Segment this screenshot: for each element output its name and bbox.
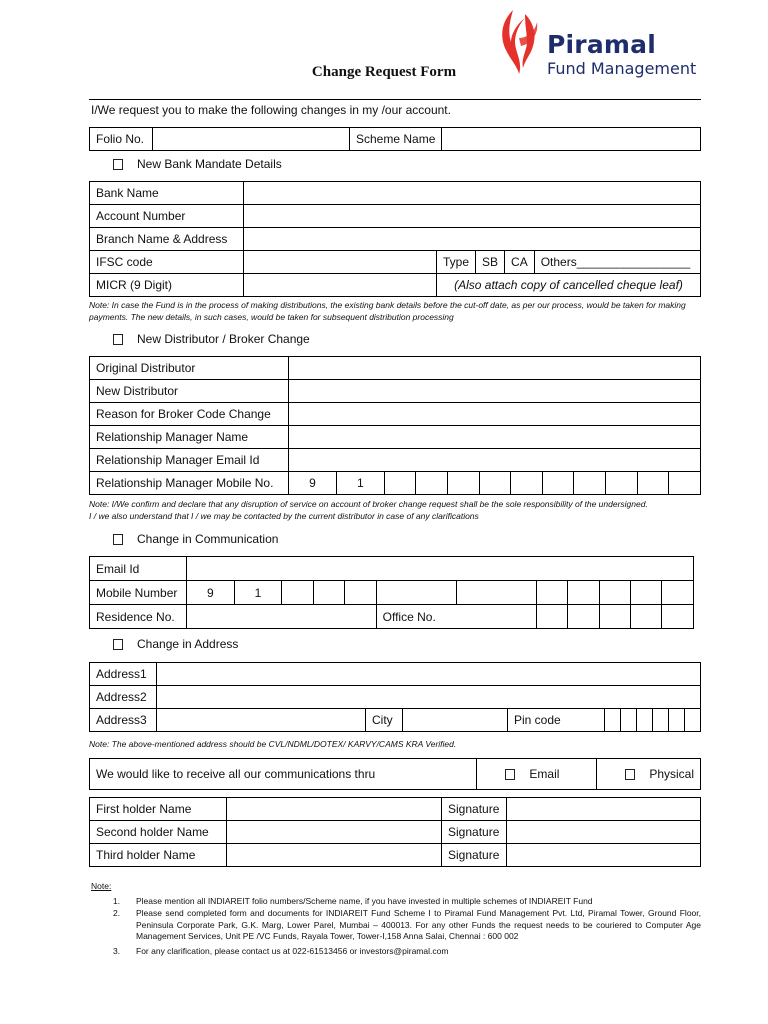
preference-physical-option[interactable] bbox=[597, 759, 701, 790]
folio-table bbox=[89, 127, 701, 151]
mobile-digit[interactable] bbox=[599, 581, 630, 605]
others-option[interactable]: Others_________________ bbox=[534, 251, 700, 274]
bank-name-input[interactable] bbox=[244, 182, 701, 205]
cheque-note: (Also attach copy of cancelled cheque leaf) bbox=[437, 274, 701, 297]
type-label: Type bbox=[437, 251, 476, 274]
communication-table bbox=[89, 556, 694, 629]
rm-mobile-digit[interactable]: 9 bbox=[289, 472, 337, 495]
mobile-digit[interactable] bbox=[456, 581, 536, 605]
preference-text: We would like to receive all our communications thru bbox=[90, 759, 477, 790]
mobile-digit[interactable] bbox=[662, 581, 694, 605]
footnote-number: 2. bbox=[113, 908, 121, 918]
rm-mobile-digit[interactable]: 1 bbox=[336, 472, 384, 495]
second-holder-input[interactable] bbox=[227, 821, 442, 844]
account-number-input[interactable] bbox=[244, 205, 701, 228]
mobile-digit[interactable]: 9 bbox=[187, 581, 235, 605]
communication-change-checkbox[interactable] bbox=[113, 532, 278, 546]
checkbox-icon bbox=[625, 769, 635, 780]
holders-table bbox=[89, 797, 701, 867]
title-divider bbox=[89, 99, 701, 100]
page-title: Change Request Form bbox=[311, 64, 457, 80]
address3-input[interactable] bbox=[157, 709, 366, 732]
mobile-digit[interactable]: 1 bbox=[234, 581, 282, 605]
second-signature-input[interactable] bbox=[507, 821, 701, 844]
original-distributor-input[interactable] bbox=[289, 357, 701, 380]
rm-mobile-digit[interactable] bbox=[606, 472, 638, 495]
folio-label: Folio No. bbox=[90, 128, 153, 151]
third-signature-label: Signature bbox=[442, 844, 507, 867]
office-digit[interactable] bbox=[599, 605, 630, 629]
rm-mobile-digit[interactable] bbox=[479, 472, 511, 495]
preference-email-label: Email bbox=[529, 767, 560, 781]
address3-label: Address3 bbox=[90, 709, 157, 732]
second-holder-label: Second holder Name bbox=[90, 821, 227, 844]
office-digit[interactable] bbox=[536, 605, 567, 629]
address2-input[interactable] bbox=[157, 686, 701, 709]
rm-email-input[interactable] bbox=[289, 449, 701, 472]
logo-brand-subtitle: Fund Management bbox=[547, 59, 697, 78]
footnote-text: Please mention all INDIAREIT folio numbers/Scheme name, if you have invested in multiple schemes of INDIAREIT Fund bbox=[136, 896, 593, 906]
rm-name-label: Relationship Manager Name bbox=[90, 426, 289, 449]
second-signature-label: Signature bbox=[442, 821, 507, 844]
address-table bbox=[89, 662, 701, 732]
office-digit[interactable] bbox=[568, 605, 599, 629]
pin-digit[interactable] bbox=[668, 709, 684, 732]
distributor-table bbox=[89, 356, 701, 495]
third-holder-input[interactable] bbox=[227, 844, 442, 867]
micr-input[interactable] bbox=[244, 274, 437, 297]
first-holder-label: First holder Name bbox=[90, 798, 227, 821]
rm-mobile-digit[interactable] bbox=[384, 472, 416, 495]
residence-label: Residence No. bbox=[90, 605, 187, 629]
account-number-label: Account Number bbox=[90, 205, 244, 228]
rm-mobile-digit[interactable] bbox=[511, 472, 543, 495]
office-digit[interactable] bbox=[662, 605, 694, 629]
third-signature-input[interactable] bbox=[507, 844, 701, 867]
address1-label: Address1 bbox=[90, 663, 157, 686]
checkbox-icon bbox=[113, 639, 123, 650]
address-change-label: Change in Address bbox=[137, 637, 239, 651]
footnote-text: For any clarification, please contact us at 022-61513456 or investors@piramal.com bbox=[136, 946, 449, 956]
rm-mobile-digit[interactable] bbox=[637, 472, 669, 495]
city-label: City bbox=[366, 709, 403, 732]
checkbox-icon bbox=[113, 334, 123, 345]
mobile-digit[interactable] bbox=[313, 581, 344, 605]
rm-mobile-digit[interactable] bbox=[542, 472, 574, 495]
address2-label: Address2 bbox=[90, 686, 157, 709]
reason-input[interactable] bbox=[289, 403, 701, 426]
rm-mobile-digit[interactable] bbox=[574, 472, 606, 495]
office-label: Office No. bbox=[376, 605, 536, 629]
distributor-change-label: New Distributor / Broker Change bbox=[137, 332, 310, 346]
bank-note: Note: In case the Fund is in the process of making distributions, the existing bank details before the cut-off date, as per our process, would be taken for making payments. The new details, in such cases, would be taken for subsequent distribution processing bbox=[89, 300, 686, 322]
rm-mobile-digit[interactable] bbox=[669, 472, 701, 495]
mobile-digit[interactable] bbox=[282, 581, 313, 605]
branch-label: Branch Name & Address bbox=[90, 228, 244, 251]
distributor-note-1: Note: I/We confirm and declare that any disruption of service on account of broker change request shall be the sole responsibility of the undersigned. bbox=[89, 499, 648, 509]
preference-physical-label: Physical bbox=[649, 767, 694, 781]
original-distributor-label: Original Distributor bbox=[90, 357, 289, 380]
new-distributor-input[interactable] bbox=[289, 380, 701, 403]
footnotes-heading: Note: bbox=[91, 881, 112, 891]
checkbox-icon bbox=[113, 534, 123, 545]
micr-label: MICR (9 Digit) bbox=[90, 274, 244, 297]
email-input[interactable] bbox=[187, 557, 694, 581]
communication-change-label: Change in Communication bbox=[137, 532, 279, 546]
city-input[interactable] bbox=[403, 709, 508, 732]
scheme-label: Scheme Name bbox=[350, 128, 442, 151]
mobile-digit[interactable] bbox=[536, 581, 567, 605]
address-note: Note: The above-mentioned address should be CVL/NDML/DOTEX/ KARVY/CAMS KRA Verified. bbox=[89, 739, 457, 749]
checkbox-icon bbox=[505, 769, 515, 780]
rm-mobile-digit[interactable] bbox=[416, 472, 448, 495]
pin-digit[interactable] bbox=[637, 709, 653, 732]
rm-name-input[interactable] bbox=[289, 426, 701, 449]
footnote-text: Please send completed form and documents for INDIAREIT Fund Scheme I to Piramal Fund Management Pvt. Ltd, Piramal Tower, Ground Floor, Peninsula Corporate Park, G.K. Marg, Lower Parel, Mumbai – 400013. For any other Funds the request needs to be couriered to Computer Age Management Services, Unit PE /VC Funds, Rayala Tower, Tower-I,158 Anna Salai, Chennai : 600 002 bbox=[136, 908, 701, 941]
new-distributor-label: New Distributor bbox=[90, 380, 289, 403]
address-change-checkbox[interactable] bbox=[113, 637, 238, 651]
folio-input[interactable] bbox=[153, 128, 350, 151]
mobile-digit[interactable] bbox=[631, 581, 662, 605]
third-holder-label: Third holder Name bbox=[90, 844, 227, 867]
reason-label: Reason for Broker Code Change bbox=[90, 403, 289, 426]
first-signature-input[interactable] bbox=[507, 798, 701, 821]
rm-mobile-digit[interactable] bbox=[447, 472, 479, 495]
pin-digit[interactable] bbox=[605, 709, 621, 732]
footnote-number: 3. bbox=[113, 946, 121, 956]
pin-label: Pin code bbox=[508, 709, 605, 732]
mobile-digit[interactable] bbox=[568, 581, 599, 605]
checkbox-icon bbox=[113, 159, 123, 170]
email-label: Email Id bbox=[90, 557, 187, 581]
office-digit[interactable] bbox=[631, 605, 662, 629]
ifsc-input[interactable] bbox=[244, 251, 437, 274]
logo-brand-name: Piramal bbox=[547, 30, 656, 59]
bank-table bbox=[89, 181, 701, 297]
first-signature-label: Signature bbox=[442, 798, 507, 821]
distributor-change-checkbox[interactable] bbox=[113, 332, 310, 346]
rm-email-label: Relationship Manager Email Id bbox=[90, 449, 289, 472]
preference-email-option[interactable] bbox=[477, 759, 597, 790]
mobile-label: Mobile Number bbox=[90, 581, 187, 605]
address1-input[interactable] bbox=[157, 663, 701, 686]
residence-input[interactable] bbox=[187, 605, 377, 629]
pin-digit[interactable] bbox=[621, 709, 637, 732]
mobile-digit[interactable] bbox=[345, 581, 376, 605]
ifsc-label: IFSC code bbox=[90, 251, 244, 274]
intro-text: I/We request you to make the following changes in my /our account. bbox=[91, 103, 451, 117]
rm-mobile-label: Relationship Manager Mobile No. bbox=[90, 472, 289, 495]
sb-option[interactable]: SB bbox=[476, 251, 505, 274]
bank-name-label: Bank Name bbox=[90, 182, 244, 205]
preference-table bbox=[89, 758, 701, 790]
scheme-input[interactable] bbox=[442, 128, 701, 151]
branch-input[interactable] bbox=[244, 228, 701, 251]
bank-mandate-checkbox[interactable] bbox=[113, 157, 282, 171]
distributor-note-2: I / we also understand that I / we may be contacted by the current distributor in case of any clarifications bbox=[89, 511, 479, 521]
pin-digit[interactable] bbox=[653, 709, 669, 732]
ca-option[interactable]: CA bbox=[505, 251, 535, 274]
footnote-number: 1. bbox=[113, 896, 121, 906]
bank-mandate-label: New Bank Mandate Details bbox=[137, 157, 282, 171]
pin-digit[interactable] bbox=[684, 709, 700, 732]
mobile-digit[interactable] bbox=[376, 581, 456, 605]
first-holder-input[interactable] bbox=[227, 798, 442, 821]
